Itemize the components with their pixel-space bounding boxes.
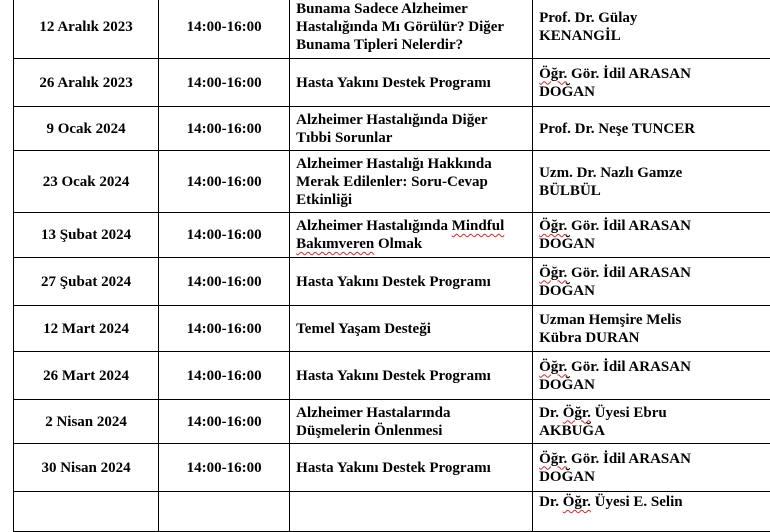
date-cell: 12 Aralık 2023 — [14, 0, 159, 59]
time-cell: 14:00-16:00 — [159, 444, 290, 492]
topic-line: Temel Yaşam Desteği — [296, 320, 526, 338]
speaker-cell — [533, 352, 770, 400]
speaker-name: Gör. İdil ARASAN — [567, 66, 691, 82]
speaker-name: Üyesi Ebru — [591, 405, 667, 421]
speaker-cell — [533, 0, 770, 59]
time-cell: 14:00-16:00 — [159, 213, 290, 258]
topic-text: Olmak — [374, 236, 422, 252]
time-cell: 14:00-16:00 — [159, 400, 290, 444]
time-cell: 14:00-16:00 — [159, 59, 290, 107]
speaker-title-abbrev: Öğr. — [539, 359, 567, 375]
speaker-title-abbrev: Öğr. — [539, 218, 567, 234]
topic-line: Alzheimer Hastalarında — [296, 404, 526, 422]
topic-line: Hasta Yakını Destek Programı — [296, 273, 526, 291]
speaker-line: BÜLBÜL — [539, 182, 764, 200]
speaker-cell — [533, 400, 770, 444]
topic-cell — [290, 444, 533, 492]
topic-line: Tıbbi Sorunlar — [296, 129, 526, 147]
speaker-line: DOĞAN — [539, 376, 764, 394]
topic-flagged-word: Mindful — [452, 218, 505, 234]
time-cell: 14:00-16:00 — [159, 107, 290, 151]
date-cell: 12 Mart 2024 — [14, 306, 159, 352]
table-row — [14, 306, 770, 352]
date-cell: 13 Şubat 2024 — [14, 213, 159, 258]
date-cell — [14, 492, 159, 532]
speaker-line: DOĞAN — [539, 282, 764, 300]
table-row — [14, 492, 770, 532]
topic-cell — [290, 306, 533, 352]
topic-cell — [290, 492, 533, 532]
topic-cell — [290, 0, 533, 59]
speaker-cell — [533, 444, 770, 492]
topic-cell — [290, 352, 533, 400]
speaker-line — [539, 217, 764, 235]
speaker-title-abbrev: Öğr. — [539, 265, 567, 281]
table-row — [14, 258, 770, 306]
speaker-title: Dr. — [539, 405, 563, 421]
speaker-line — [539, 450, 764, 468]
table-row — [14, 352, 770, 400]
topic-flagged-word: Bakımveren — [296, 236, 374, 252]
topic-line: Alzheimer Hastalığında Diğer — [296, 111, 526, 129]
topic-cell — [290, 400, 533, 444]
time-cell: 14:00-16:00 — [159, 306, 290, 352]
date-cell: 2 Nisan 2024 — [14, 400, 159, 444]
speaker-title-abbrev: Öğr. — [563, 494, 591, 510]
speaker-line: Prof. Dr. Gülay — [539, 9, 764, 27]
speaker-title-abbrev: Öğr. — [539, 66, 567, 82]
table-row — [14, 213, 770, 258]
table-row — [14, 444, 770, 492]
speaker-line: KENANGİL — [539, 27, 764, 45]
speaker-cell — [533, 306, 770, 352]
time-cell: 14:00-16:00 — [159, 352, 290, 400]
topic-line: Bunama Sadece Alzheimer — [296, 0, 526, 18]
speaker-line — [539, 65, 764, 83]
topic-cell — [290, 151, 533, 213]
date-cell: 26 Mart 2024 — [14, 352, 159, 400]
speaker-line — [539, 404, 764, 422]
topic-line — [296, 217, 526, 235]
date-cell: 26 Aralık 2023 — [14, 59, 159, 107]
topic-line: Etkinliği — [296, 191, 526, 209]
topic-cell — [290, 258, 533, 306]
topic-text: Alzheimer Hastalığında — [296, 218, 452, 234]
topic-line: Düşmelerin Önlenmesi — [296, 422, 526, 440]
speaker-title-abbrev: Öğr. — [539, 451, 567, 467]
topic-line: Merak Edilenler: Soru-Cevap — [296, 173, 526, 191]
date-cell: 23 Ocak 2024 — [14, 151, 159, 213]
speaker-cell — [533, 107, 770, 151]
speaker-name: Üyesi E. Selin — [591, 494, 683, 510]
date-cell: 9 Ocak 2024 — [14, 107, 159, 151]
table-row — [14, 400, 770, 444]
topic-line: Bunama Tipleri Nelerdir? — [296, 36, 526, 54]
time-cell: 14:00-16:00 — [159, 258, 290, 306]
topic-cell — [290, 107, 533, 151]
speaker-title-abbrev: Öğr. — [563, 405, 591, 421]
topic-line: Hasta Yakını Destek Programı — [296, 74, 526, 92]
speaker-cell — [533, 59, 770, 107]
speaker-line — [539, 493, 764, 511]
speaker-line — [539, 264, 764, 282]
speaker-line: Prof. Dr. Neşe TUNCER — [539, 120, 764, 138]
table-row — [14, 59, 770, 107]
speaker-name: Gör. İdil ARASAN — [567, 265, 691, 281]
speaker-cell — [533, 492, 770, 532]
topic-line: Hasta Yakını Destek Programı — [296, 459, 526, 477]
speaker-name: Gör. İdil ARASAN — [567, 359, 691, 375]
topic-line: Hasta Yakını Destek Programı — [296, 367, 526, 385]
speaker-line — [539, 358, 764, 376]
time-cell: 14:00-16:00 — [159, 151, 290, 213]
table-row — [14, 0, 770, 59]
speaker-line: Uzm. Dr. Nazlı Gamze — [539, 164, 764, 182]
topic-line: Alzheimer Hastalığı Hakkında — [296, 155, 526, 173]
speaker-line: Uzman Hemşire Melis — [539, 311, 764, 329]
speaker-line: Kübra DURAN — [539, 329, 764, 347]
speaker-title: Dr. — [539, 494, 563, 510]
speaker-line: DOĞAN — [539, 83, 764, 101]
time-cell: 14:00-16:00 — [159, 0, 290, 59]
date-cell: 27 Şubat 2024 — [14, 258, 159, 306]
speaker-cell — [533, 258, 770, 306]
speaker-line: DOĞAN — [539, 468, 764, 486]
table-row — [14, 107, 770, 151]
speaker-cell — [533, 213, 770, 258]
topic-cell — [290, 59, 533, 107]
speaker-name: Gör. İdil ARASAN — [567, 218, 691, 234]
speaker-line: DOĞAN — [539, 235, 764, 253]
time-cell — [159, 492, 290, 532]
speaker-line: AKBUĞA — [539, 422, 764, 440]
topic-line — [296, 235, 526, 253]
table-row — [14, 151, 770, 213]
speaker-cell — [533, 151, 770, 213]
speaker-name: Gör. İdil ARASAN — [567, 451, 691, 467]
topic-line: Hastalığında Mı Görülür? Diğer — [296, 18, 526, 36]
schedule-table — [13, 0, 770, 532]
date-cell: 30 Nisan 2024 — [14, 444, 159, 492]
topic-cell — [290, 213, 533, 258]
